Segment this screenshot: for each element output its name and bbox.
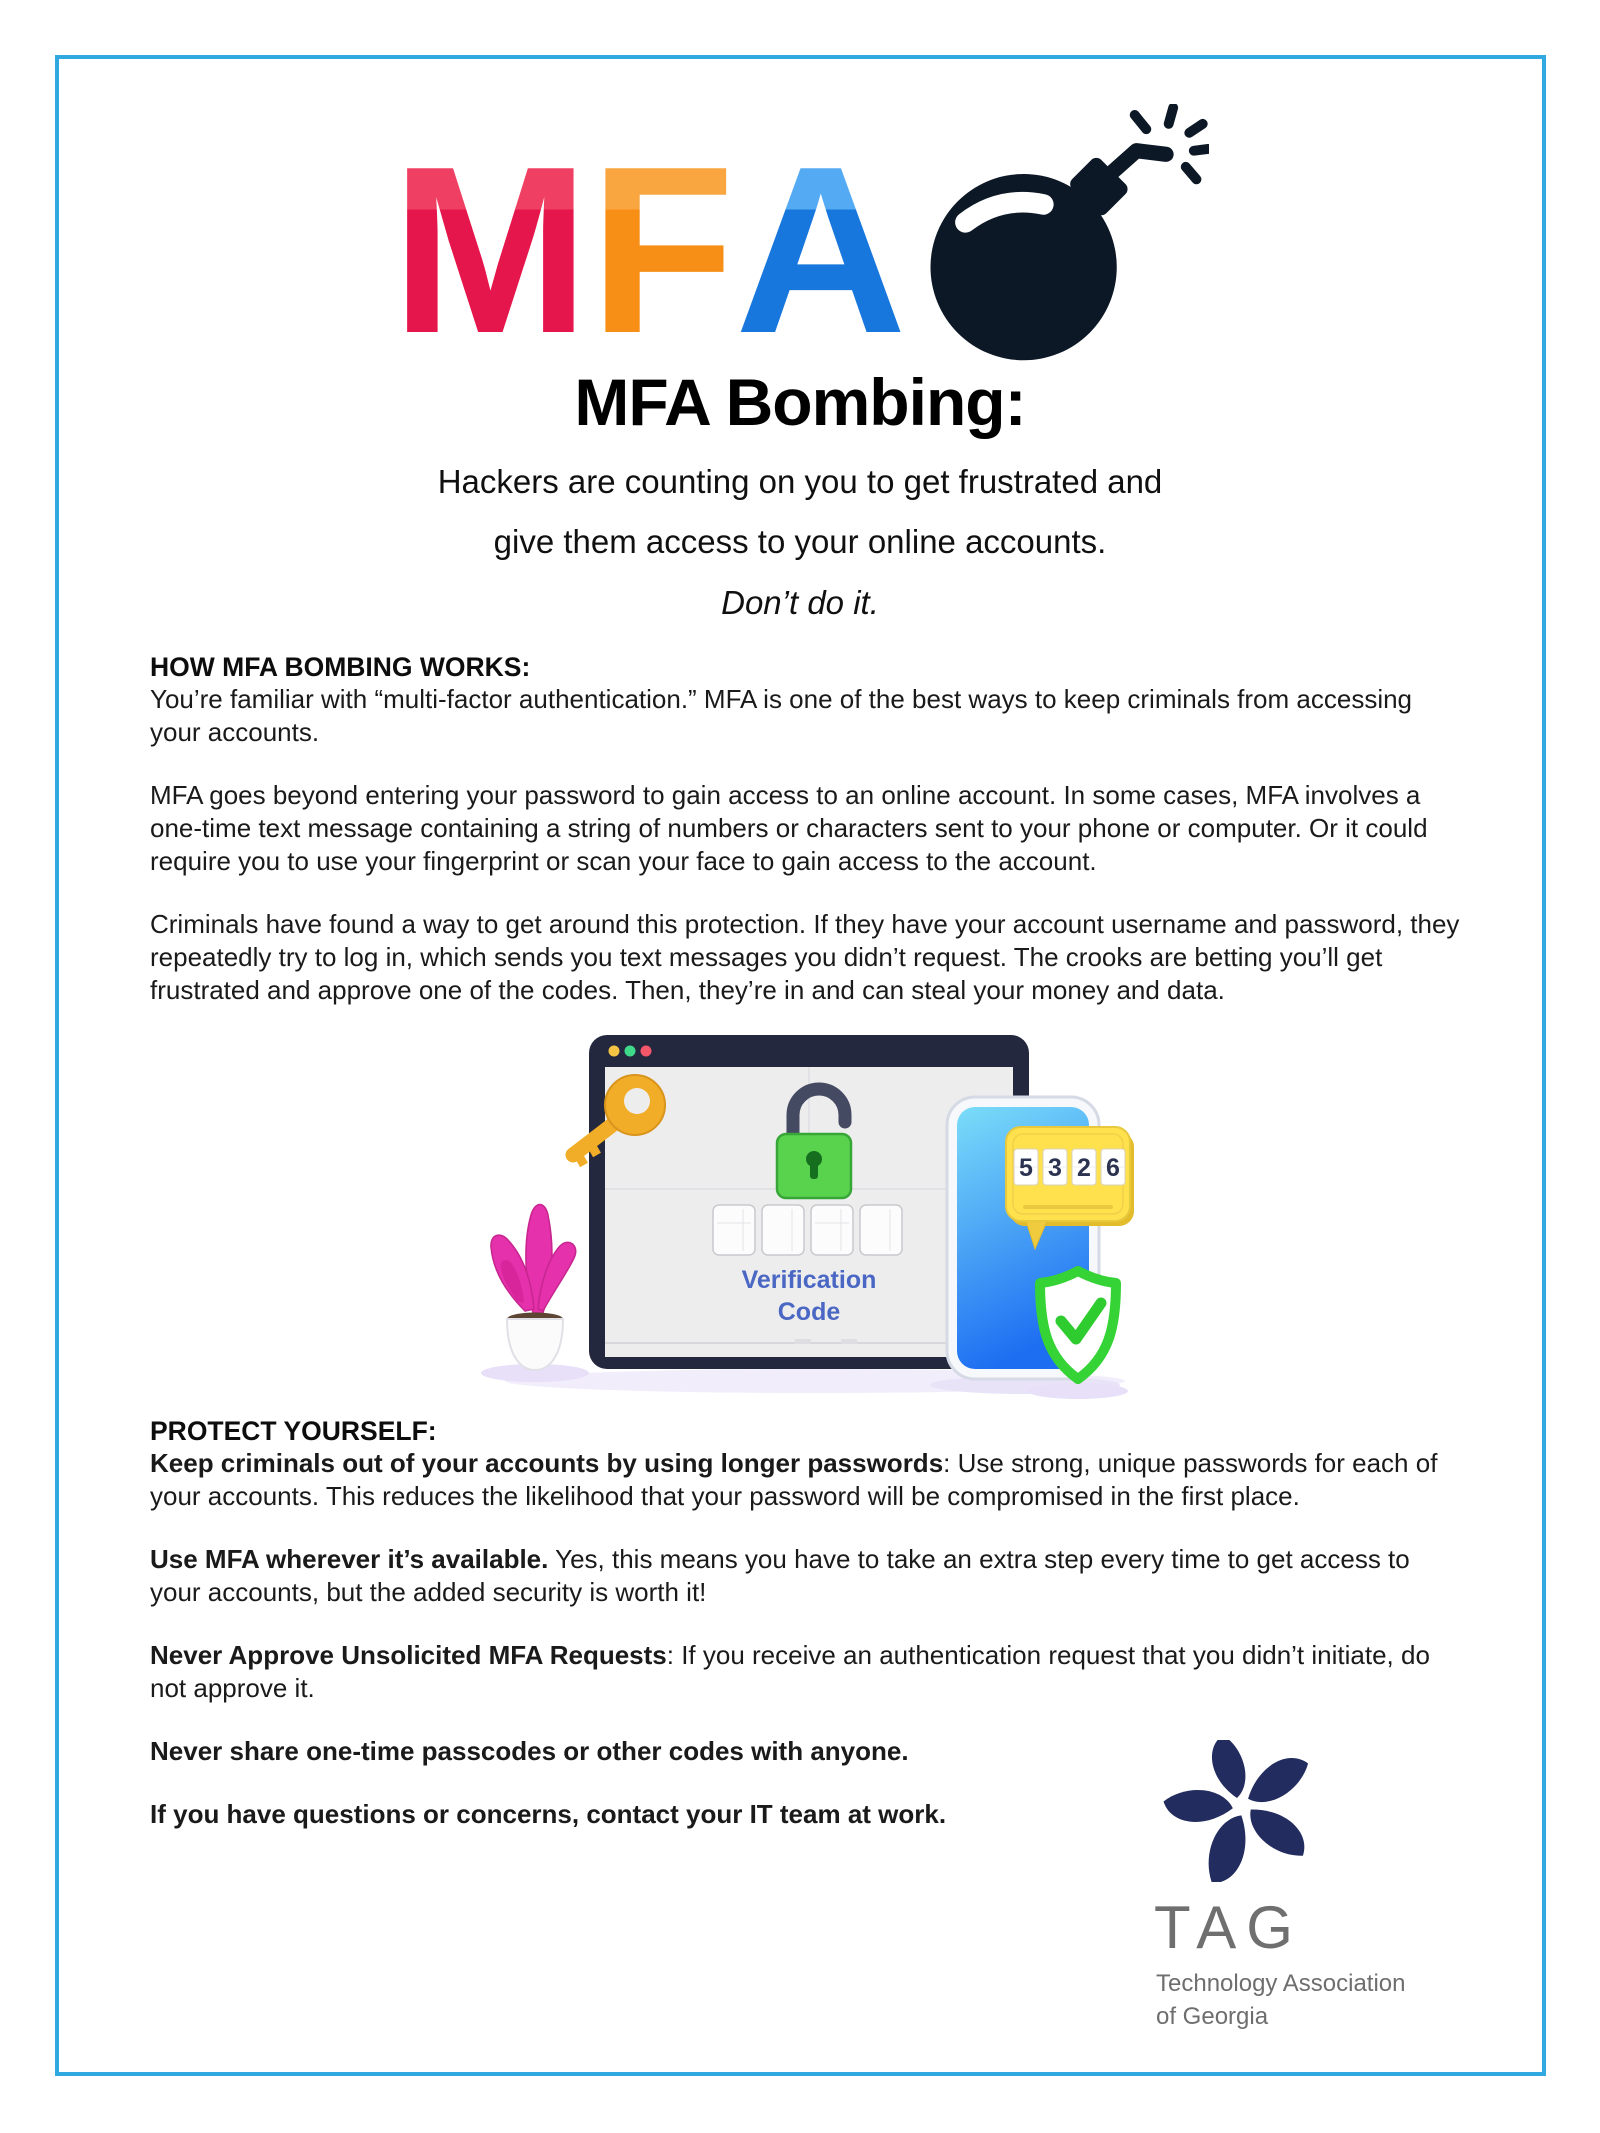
logo-letter-m: M xyxy=(391,117,586,383)
protect-item-never-approve: Never Approve Unsolicited MFA Requests: If you receive an authentication request that you didn’t initiate, do not approve it. xyxy=(150,1640,1430,1704)
how-it-works-section xyxy=(150,652,1460,1007)
how-it-works-heading: HOW MFA BOMBING WORKS: xyxy=(150,652,531,683)
code-box xyxy=(811,1205,853,1255)
body-content xyxy=(0,652,1600,1831)
window-dot-red xyxy=(641,1046,652,1057)
subtitle-line2: give them access to your online accounts. xyxy=(493,523,1107,561)
code-digit: 6 xyxy=(1106,1154,1120,1183)
tag-logo-tagline: Technology Association of Georgia xyxy=(1156,1970,1406,2030)
poster-header xyxy=(0,0,1600,622)
mfa-illustration xyxy=(455,1021,1155,1406)
mfa-verification-illustration xyxy=(455,1021,1155,1401)
code-box xyxy=(713,1205,755,1255)
protect-heading: PROTECT YOURSELF: xyxy=(150,1416,437,1447)
verification-label-line2: Code xyxy=(777,1298,841,1327)
window-dot-green xyxy=(625,1046,636,1057)
mfa-bomb-logo xyxy=(0,96,1600,383)
tag-logo xyxy=(1150,1740,1460,2033)
protect-item-passwords: Keep criminals out of your accounts by using longer passwords: Use strong, unique passwords for each of your accounts. This reduces the likelihood that your password will be compromised in the first place. xyxy=(150,1448,1438,1512)
subtitle xyxy=(0,452,1600,572)
protect-item-use-mfa: Use MFA wherever it’s available. Yes, this means you have to take an extra step every time to get access to your accounts, but the added security is worth it! xyxy=(150,1544,1410,1608)
code-digit: 2 xyxy=(1077,1154,1091,1183)
code-box xyxy=(860,1205,902,1255)
protect-item-contact-it: If you have questions or concerns, contact your IT team at work. xyxy=(150,1799,947,1830)
how-paragraph-1: You’re familiar with “multi-factor authentication.” MFA is one of the best ways to keep criminals from accessing your accounts. xyxy=(150,684,1413,748)
plant-pot xyxy=(491,1205,576,1371)
tag-logo-text: TAG xyxy=(1154,1894,1303,1961)
subtitle-line1: Hackers are counting on you to get frustrated and xyxy=(437,463,1163,500)
page-title: MFA Bombing: xyxy=(574,365,1026,439)
logo-letter-f: F xyxy=(589,117,731,383)
verification-label-line1: Verification xyxy=(741,1266,877,1295)
logo-letter-a: A xyxy=(734,117,903,383)
bomb-icon xyxy=(909,104,1209,364)
how-paragraph-2: MFA goes beyond entering your password to gain access to an online account. In some cases, MFA involves a one-time text message containing a string of numbers or characters sent to your phone or computer. Or it could require you to use your fingerprint or scan your face to gain access to the account. xyxy=(150,780,1428,877)
tag-flower-icon xyxy=(1150,1740,1330,1882)
window-dot-yellow xyxy=(609,1046,620,1057)
code-digit: 3 xyxy=(1048,1154,1062,1183)
code-box xyxy=(762,1205,804,1255)
code-digit: 5 xyxy=(1019,1154,1033,1183)
how-paragraph-3: Criminals have found a way to get around this protection. If they have your account username and password, they repeatedly try to log in, which sends you text messages you didn’t request. The crooks are betting you’ll get frustrated and approve one of the codes. Then, they’re in and can steal your money and data. xyxy=(150,909,1460,1006)
spark-lines xyxy=(1134,108,1207,180)
protect-item-never-share: Never share one-time passcodes or other codes with anyone. xyxy=(150,1736,909,1767)
dont-do-it-tagline: Don’t do it. xyxy=(721,584,879,622)
